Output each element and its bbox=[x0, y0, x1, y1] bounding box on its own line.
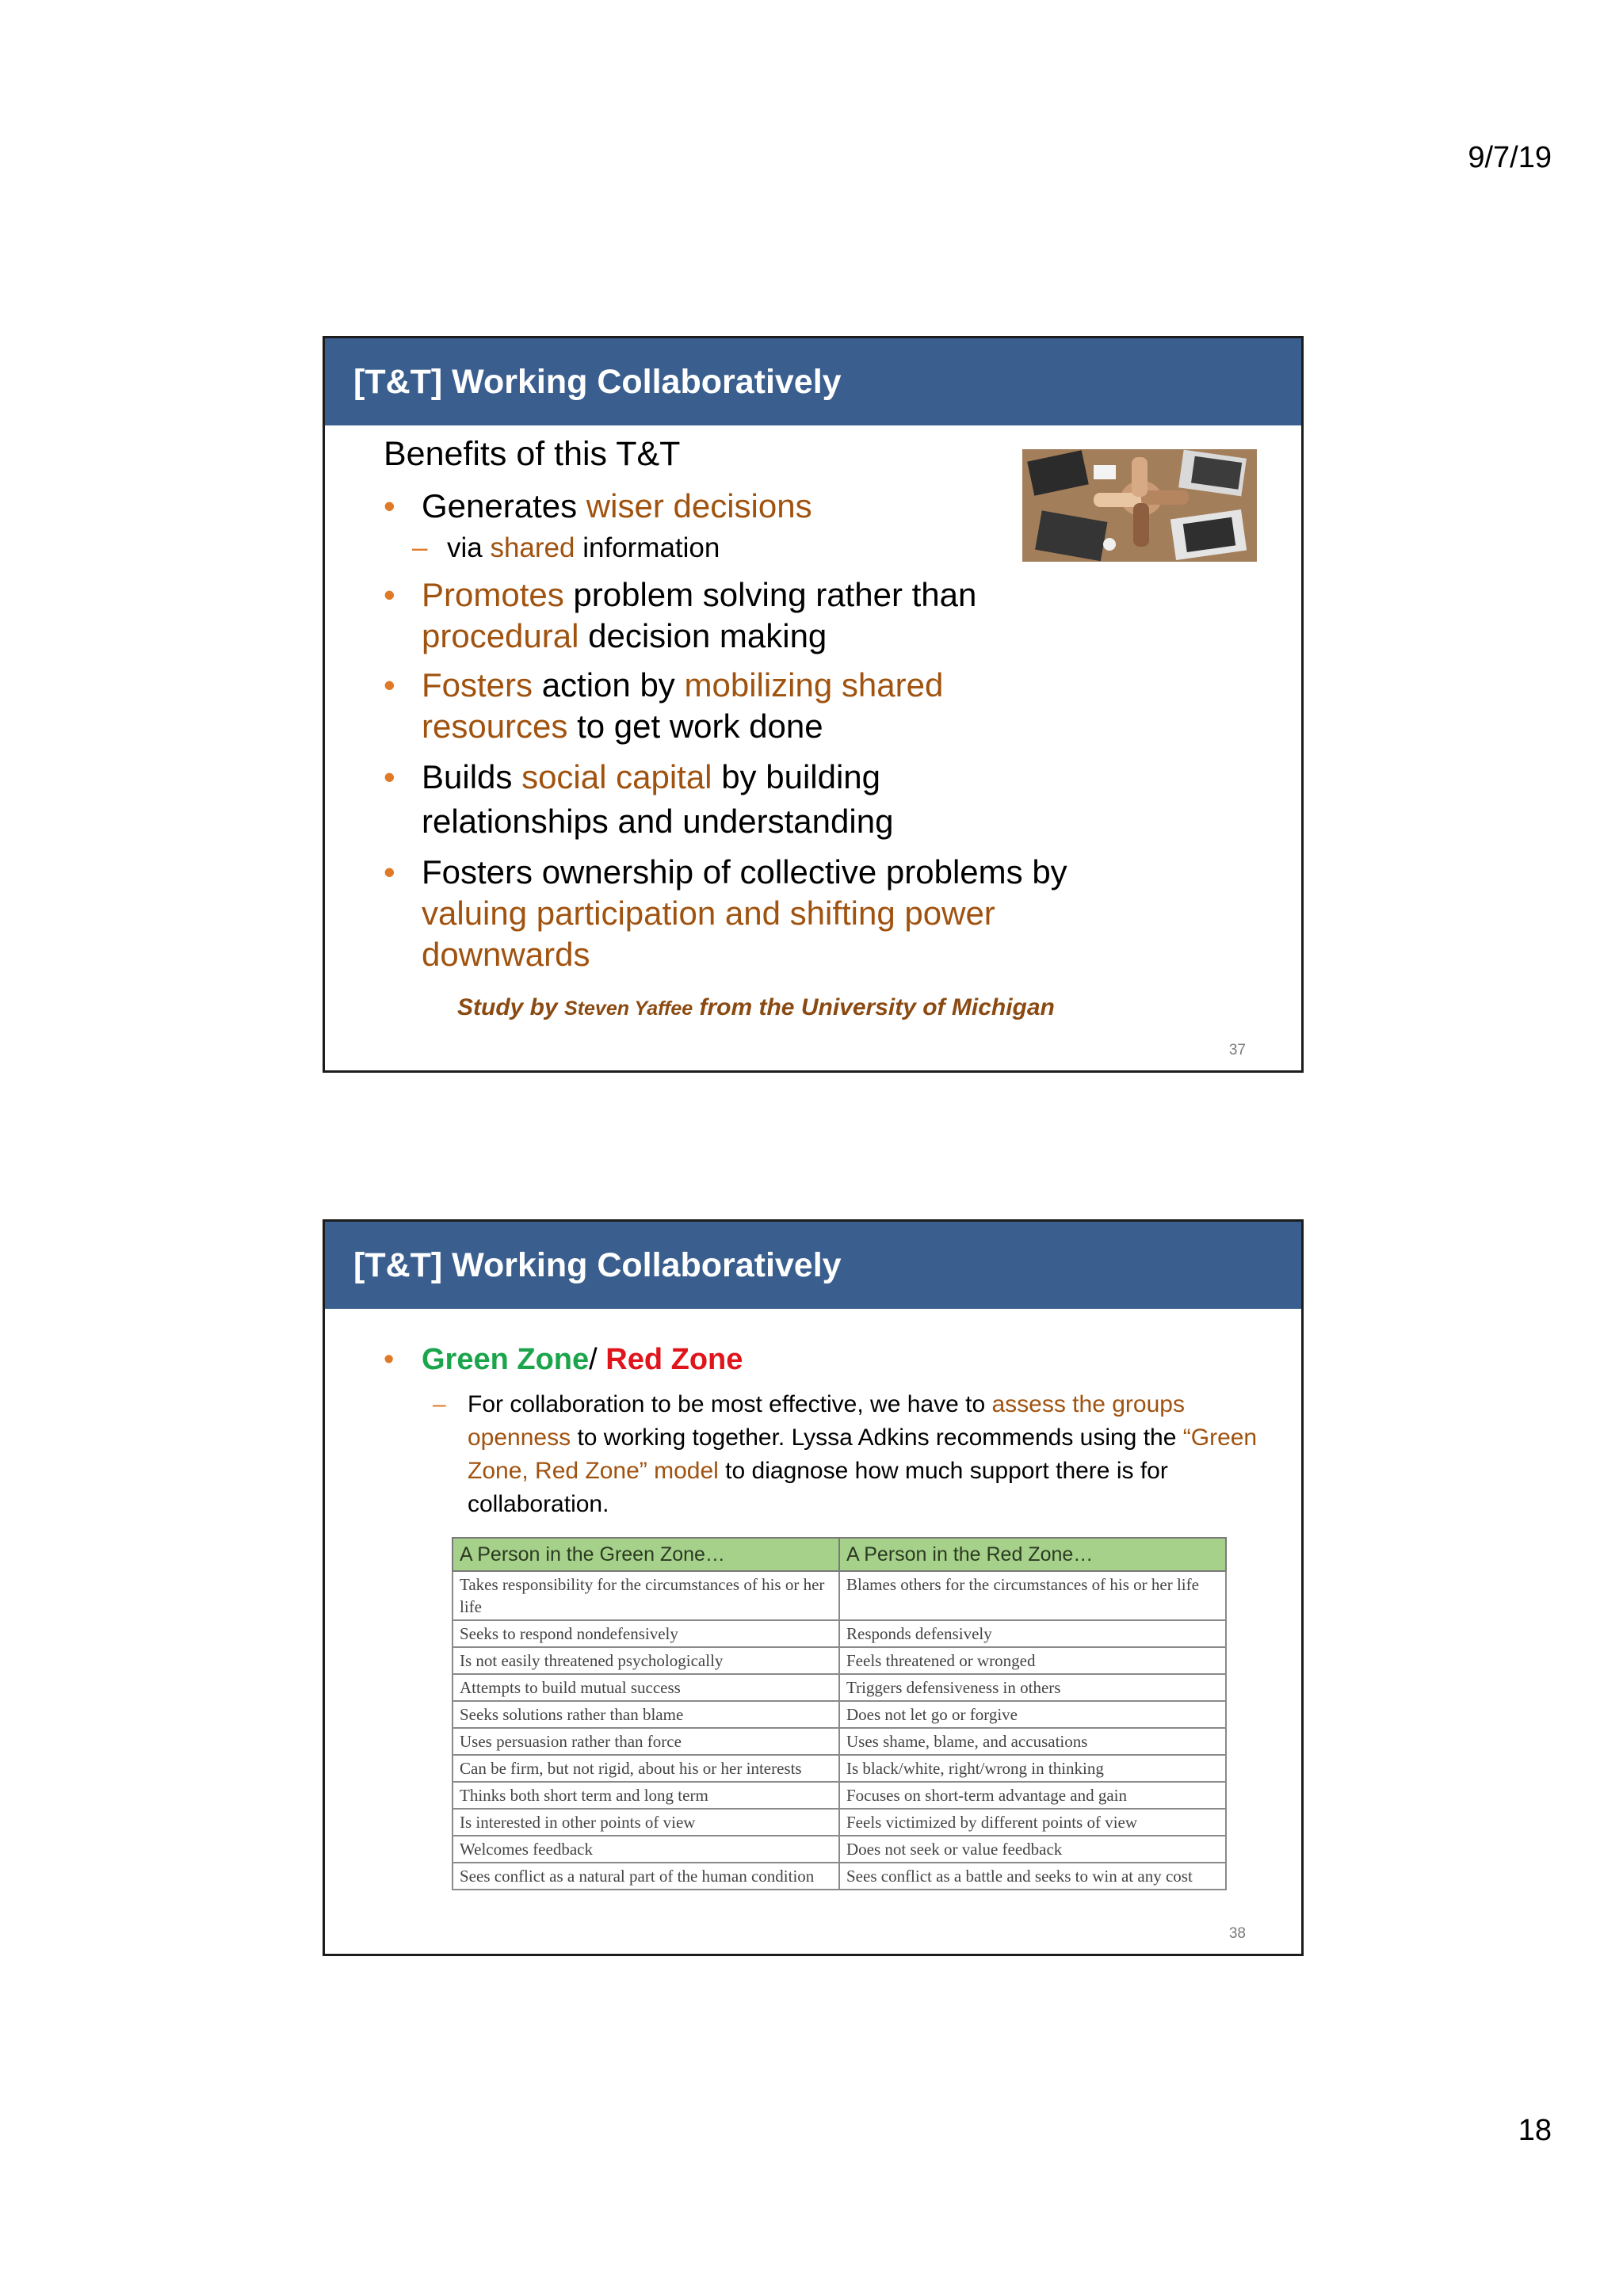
study-credit bbox=[457, 994, 1055, 1021]
bullet-text: problem solving rather than bbox=[563, 576, 977, 613]
table-cell: Seeks to respond nondefensively bbox=[453, 1620, 839, 1647]
para-highlight: assess the groups openness bbox=[468, 1391, 1185, 1451]
table-cell: Sees conflict as a battle and seeks to win at any cost bbox=[839, 1863, 1226, 1890]
table-cell: Uses shame, blame, and accusations bbox=[839, 1728, 1226, 1755]
slide-38 bbox=[323, 1219, 1304, 1956]
slide-title: [T&T] Working Collaboratively bbox=[325, 1222, 1301, 1309]
sub-text: information bbox=[575, 532, 720, 563]
green-zone-label: Green Zone bbox=[422, 1343, 590, 1376]
study-author: Steven Yaffee bbox=[564, 997, 693, 1020]
bullet-marker: • bbox=[384, 666, 395, 704]
slide-body bbox=[384, 425, 1113, 975]
bullet-wiser-decisions bbox=[384, 486, 1113, 527]
table-cell: Does not let go or forgive bbox=[839, 1701, 1226, 1728]
bullet-problem-solving bbox=[384, 574, 1113, 657]
bullet-marker: • bbox=[384, 1343, 395, 1376]
table-cell: Is interested in other points of view bbox=[453, 1809, 839, 1836]
bullet-marker: • bbox=[384, 758, 395, 795]
bullet-text: Fosters ownership of collective problems by bbox=[422, 853, 1067, 891]
bullet-highlight: social capital bbox=[521, 758, 712, 795]
bullet-text: decision making bbox=[579, 617, 827, 654]
green-red-zone-table bbox=[452, 1537, 1227, 1890]
table-row bbox=[453, 1755, 1226, 1782]
table-row bbox=[453, 1620, 1226, 1647]
table-cell: Responds defensively bbox=[839, 1620, 1226, 1647]
table-cell: Sees conflict as a natural part of the human condition bbox=[453, 1863, 839, 1890]
table-row bbox=[453, 1863, 1226, 1890]
table-row bbox=[453, 1647, 1226, 1674]
dash-marker: – bbox=[433, 1391, 446, 1417]
bullet-text: by building relationships and understanding bbox=[422, 758, 894, 840]
para-text: to working together. Lyssa Adkins recommends using the bbox=[571, 1425, 1183, 1451]
table-row bbox=[453, 1728, 1226, 1755]
table-row bbox=[453, 1782, 1226, 1809]
bullet-text: Generates bbox=[422, 487, 586, 524]
table-row bbox=[453, 1701, 1226, 1728]
table-cell: Welcomes feedback bbox=[453, 1836, 839, 1863]
bullet-highlight: Promotes bbox=[422, 576, 564, 613]
bullet-fosters-action bbox=[384, 665, 976, 747]
table-cell: Uses persuasion rather than force bbox=[453, 1728, 839, 1755]
study-text: from the University of Michigan bbox=[693, 994, 1055, 1020]
para-text: to diagnose how much support there is for collaboration. bbox=[468, 1458, 1168, 1517]
page-date: 9/7/19 bbox=[1468, 141, 1552, 174]
bullet-highlight: valuing participation and shifting power downwards bbox=[422, 894, 995, 973]
table-row bbox=[453, 1674, 1226, 1701]
bullet-marker: • bbox=[384, 487, 395, 524]
table-cell: Can be firm, but not rigid, about his or her interests bbox=[453, 1755, 839, 1782]
slide-number: 38 bbox=[1228, 1925, 1246, 1942]
bullet-ownership bbox=[384, 852, 1079, 975]
table-row bbox=[453, 1809, 1226, 1836]
table-cell: Feels victimized by different points of view bbox=[839, 1809, 1226, 1836]
para-text: For collaboration to be most effective, we have to bbox=[468, 1391, 992, 1417]
table-row bbox=[453, 1836, 1226, 1863]
page-number: 18 bbox=[1518, 2114, 1552, 2147]
slide-37 bbox=[323, 336, 1304, 1073]
study-text: Study by bbox=[457, 994, 565, 1020]
slide-body bbox=[384, 1341, 1263, 1521]
benefits-heading: Benefits of this T&T bbox=[384, 435, 681, 473]
bullet-social-capital bbox=[384, 755, 976, 844]
table-cell: Feels threatened or wronged bbox=[839, 1647, 1226, 1674]
table-cell: Triggers defensiveness in others bbox=[839, 1674, 1226, 1701]
bullet-text: to get work done bbox=[567, 707, 823, 745]
slash-separator: / bbox=[589, 1343, 606, 1376]
subbullet-shared-information bbox=[384, 530, 1113, 566]
dash-marker: – bbox=[412, 532, 428, 563]
table-cell: Seeks solutions rather than blame bbox=[453, 1701, 839, 1728]
bullet-marker: • bbox=[384, 576, 395, 613]
para-highlight: “Green Zone, Red Zone” model bbox=[468, 1425, 1258, 1484]
table-cell: Attempts to build mutual success bbox=[453, 1674, 839, 1701]
sub-highlight: shared bbox=[490, 532, 575, 563]
collaboration-paragraph bbox=[384, 1388, 1268, 1521]
bullet-highlight: procedural bbox=[422, 617, 579, 654]
table-cell: Takes responsibility for the circumstances of his or her life bbox=[453, 1571, 839, 1620]
table-header-green: A Person in the Green Zone… bbox=[453, 1538, 839, 1571]
bullet-highlight: mobilizing shared resources bbox=[422, 666, 944, 745]
red-zone-label: Red Zone bbox=[605, 1343, 743, 1376]
slide-number: 37 bbox=[1228, 1042, 1246, 1058]
sub-text: via bbox=[447, 532, 491, 563]
bullet-text: Builds bbox=[422, 758, 522, 795]
slide-title: [T&T] Working Collaboratively bbox=[325, 338, 1301, 425]
bullet-highlight: Fosters bbox=[422, 666, 533, 704]
bullet-text: action by bbox=[533, 666, 685, 704]
table-header-red: A Person in the Red Zone… bbox=[839, 1538, 1226, 1571]
table-cell: Blames others for the circumstances of his or her life bbox=[839, 1571, 1226, 1620]
table-header-row bbox=[453, 1538, 1226, 1571]
bullet-highlight: wiser decisions bbox=[586, 487, 812, 524]
table-cell: Is not easily threatened psychologically bbox=[453, 1647, 839, 1674]
bullet-green-red-zone bbox=[384, 1341, 1263, 1379]
bullet-marker: • bbox=[384, 853, 395, 891]
table-cell: Is black/white, right/wrong in thinking bbox=[839, 1755, 1226, 1782]
table-row bbox=[453, 1571, 1226, 1620]
table-cell: Focuses on short-term advantage and gain bbox=[839, 1782, 1226, 1809]
table-cell: Thinks both short term and long term bbox=[453, 1782, 839, 1809]
table-cell: Does not seek or value feedback bbox=[839, 1836, 1226, 1863]
